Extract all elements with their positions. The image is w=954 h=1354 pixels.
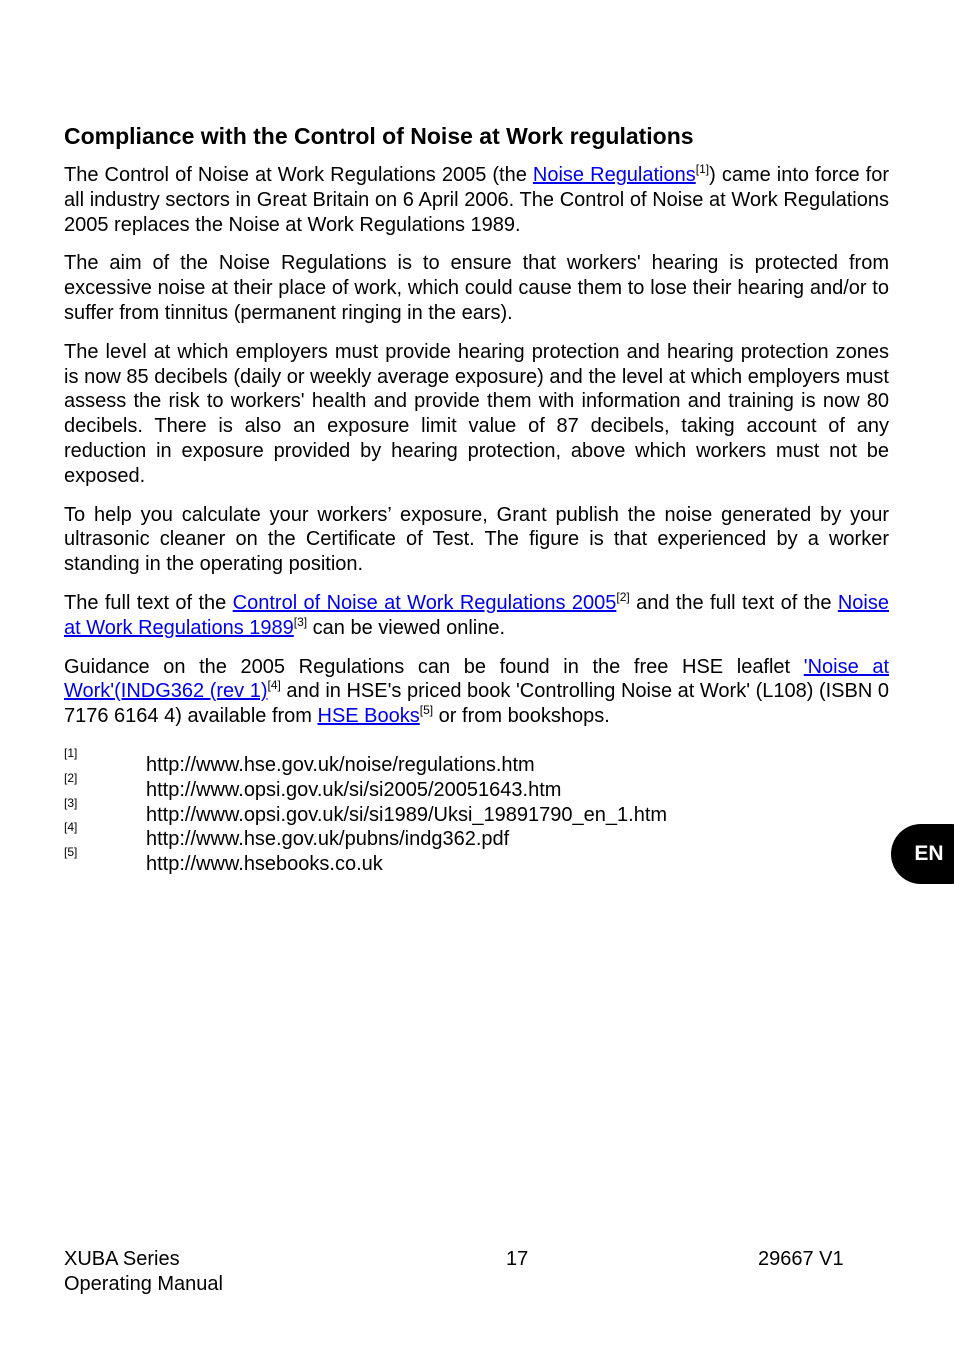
footnote-item (64, 745, 889, 778)
noise-regulations-link[interactable]: Noise Regulations (532, 164, 696, 186)
p6-text-3: or from bookshops. (433, 705, 610, 728)
footnote-item (64, 820, 889, 852)
p5-text-3: can be viewed online. (307, 616, 506, 639)
footnote-url: http://www.hse.gov.uk/noise/regulations.htm (146, 753, 535, 776)
footnote-url: http://www.opsi.gov.uk/si/si1989/Uksi_19891790_en_1.htm (146, 803, 668, 826)
indg362-leaflet-link[interactable]: 'Noise at Work'(INDG362 (rev 1) (64, 655, 890, 703)
p1-text-1: The Control of Noise at Work Regulations 2005 (the (64, 164, 533, 186)
p5-text-2: and the full text of the (629, 591, 838, 614)
footer-manual: Operating Manual (64, 1272, 223, 1295)
paragraph-aim: The aim of the Noise Regulations is to ensure that workers' hearing is protected from excessive noise at their place of work, which could cause them to lose their hearing and/or to suffer from tinnitus (permanent ringing in the ears). (64, 252, 889, 324)
footnote-ref-5: [5] (419, 703, 434, 718)
footnote-url: http://www.hsebooks.co.uk (146, 853, 383, 876)
document-code: 29667 V1 (758, 1248, 844, 1270)
p1-text-2: ) came into force for all industry sectors in Great Britain on 6 April 2006. The Control of Noise at Work Regulations 2005 replaces the Noise at Work Regulations 1989. (64, 164, 889, 236)
paragraph-levels: The level at which employers must provide hearing protection and hearing protection zones is now 85 decibels (daily or weekly average exposure) and the level at which employers must assess the risk to workers' health and provide them with information and training is now 80 decibels. There is also an exposure limit value of 87 decibels, taking account of any reduction in exposure provided by hearing protection, above which workers must not be exposed. (64, 340, 889, 487)
footnote-ref-4: [4] (267, 678, 281, 693)
footnote-mark: [3] (64, 795, 78, 810)
p5-text-1: The full text of the (64, 591, 233, 614)
footer-left (64, 1247, 223, 1296)
footnote-mark: [5] (64, 845, 78, 860)
footnote-ref-3: [3] (293, 614, 308, 629)
footer-series: XUBA Series (64, 1248, 180, 1270)
page-number: 17 (506, 1248, 529, 1270)
footnote-ref-1: [1] (695, 162, 710, 176)
noise-at-work-1989-link[interactable]: Noise at Work Regulations 1989 (64, 591, 889, 639)
footnote-mark: [4] (64, 820, 78, 835)
hse-books-link[interactable]: HSE Books (317, 705, 420, 728)
p6-text-1: Guidance on the 2005 Regulations can be found in the free HSE leaflet (64, 655, 804, 678)
footnote-item (64, 845, 889, 877)
footnote-list (64, 745, 889, 877)
paragraph-guidance (64, 655, 889, 729)
footnote-mark: [2] (64, 770, 78, 785)
footnote-item (64, 795, 889, 828)
paragraph-grant-certificate: To help you calculate your workers’ exposure, Grant publish the noise generated by your ultrasonic cleaner on the Certificate of Test. The figure is that experienced by a worker standing in the operating position. (64, 503, 889, 576)
footnote-url: http://www.opsi.gov.uk/si/si2005/20051643.htm (146, 778, 562, 801)
control-of-noise-2005-link[interactable]: Control of Noise at Work Regulations 2005 (232, 591, 617, 614)
footnote-ref-2: [2] (616, 589, 630, 604)
section-heading: Compliance with the Control of Noise at Work regulations (64, 123, 694, 149)
language-tab-label: EN (914, 842, 944, 865)
page-content (64, 120, 889, 877)
p6-text-2: and in HSE's priced book 'Controlling Noise at Work' (L108) (ISBN 0 7176 6164 4) available from (64, 680, 889, 728)
paragraph-full-text (64, 591, 889, 641)
footnote-mark: [1] (64, 745, 78, 760)
language-tab (891, 824, 954, 884)
paragraph-noise-regulations-intro (64, 163, 889, 237)
footnote-item (64, 770, 889, 803)
footnote-url: http://www.hse.gov.uk/pubns/indg362.pdf (146, 828, 510, 851)
